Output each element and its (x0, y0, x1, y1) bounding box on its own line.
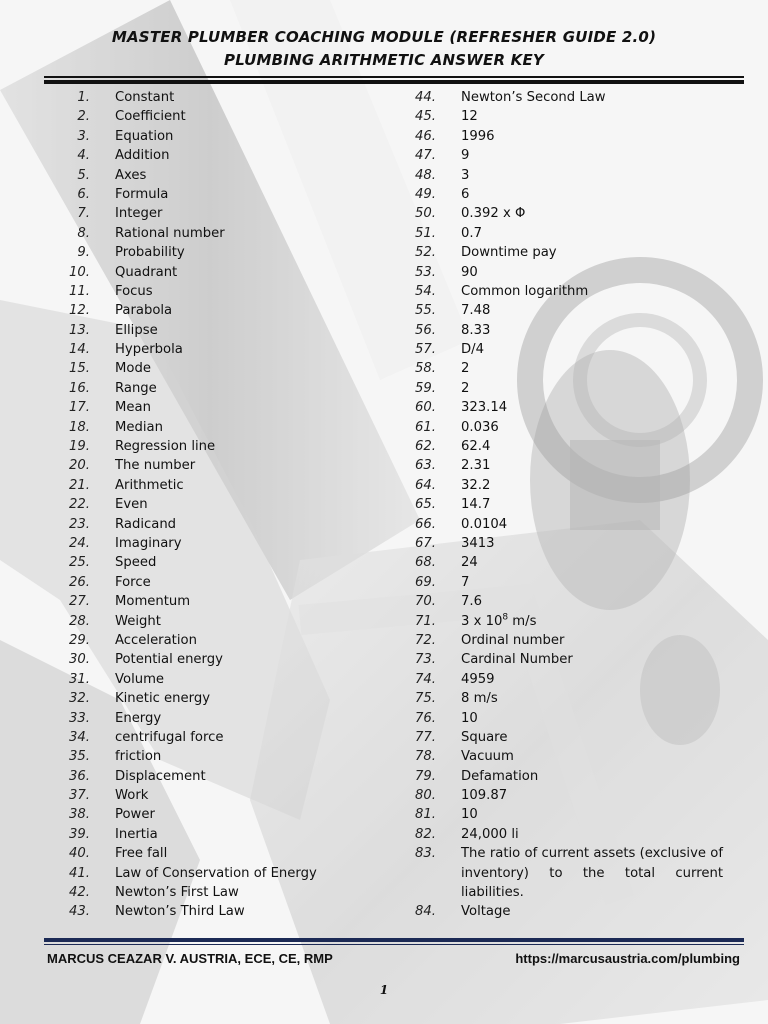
answer-number: 13. (69, 322, 90, 338)
answer-item (398, 263, 723, 282)
answer-item (398, 398, 723, 417)
answer-number: 7. (77, 206, 90, 222)
answer-text: 24 (461, 555, 478, 571)
answer-text: 90 (461, 264, 478, 280)
answer-number: 17. (69, 400, 90, 416)
answer-text: Momentum (115, 594, 191, 610)
answer-text: Rational number (115, 225, 225, 241)
answer-number: 3. (77, 128, 90, 144)
answer-item (398, 166, 723, 185)
answer-number: 40. (69, 846, 90, 862)
answer-item (398, 321, 723, 340)
page-number: 1 (379, 983, 389, 997)
answer-number: 36. (69, 768, 90, 784)
answer-text: 0.7 (461, 225, 482, 241)
answer-number: 56. (415, 322, 436, 338)
answer-number: 45. (415, 109, 436, 125)
answer-text: Kinetic energy (115, 691, 211, 707)
answer-text: The ratio of current assets (exclusive of inventory) to the total current liabilities. (461, 846, 723, 901)
answer-number: 84. (415, 904, 436, 920)
answer-item (398, 146, 723, 165)
answer-text: 2 (461, 380, 470, 396)
answer-text: Newton’s Third Law (115, 904, 245, 920)
footer-url: https://marcusaustria.com/plumbing (515, 951, 740, 966)
answer-text: 323.14 (461, 400, 508, 416)
answer-text: Ellipse (115, 322, 158, 338)
answer-number: 81. (415, 807, 436, 823)
answer-item (44, 263, 384, 282)
answer-item (44, 476, 384, 495)
answer-item (44, 166, 384, 185)
answer-text: 7 (461, 574, 470, 590)
answer-text: Hyperbola (115, 342, 183, 358)
answer-item (44, 553, 384, 572)
answer-text: Median (115, 419, 163, 435)
answer-item (398, 88, 723, 107)
answer-text: 2.31 (461, 458, 491, 474)
answer-number: 35. (69, 749, 90, 765)
answer-text: Even (115, 497, 148, 513)
answer-text: Axes (115, 167, 147, 183)
answer-item (44, 146, 384, 165)
answer-number: 9. (77, 245, 90, 261)
answer-number: 28. (69, 613, 90, 629)
answer-item (398, 301, 723, 320)
answer-number: 42. (69, 885, 90, 901)
answer-text: Cardinal Number (461, 652, 573, 668)
answer-item (44, 747, 384, 766)
answer-item (44, 767, 384, 786)
answer-text: 8 m/s (461, 691, 498, 707)
answer-number: 62. (415, 439, 436, 455)
answer-text (461, 612, 723, 631)
answer-text: Work (115, 788, 149, 804)
answer-text: Integer (115, 206, 163, 222)
answer-text-unit: m/s (508, 613, 537, 629)
answer-item (398, 476, 723, 495)
answer-item (44, 670, 384, 689)
answer-text: Mode (115, 361, 151, 377)
answer-number: 76. (415, 710, 436, 726)
answer-text: Radicand (115, 516, 177, 532)
answer-number: 51. (415, 225, 436, 241)
answer-item (44, 883, 384, 902)
answer-number: 38. (69, 807, 90, 823)
answer-text: Volume (115, 671, 165, 687)
answer-item (44, 902, 384, 921)
answer-item (398, 805, 723, 824)
answer-number: 15. (69, 361, 90, 377)
answer-item (44, 321, 384, 340)
answer-text: 10 (461, 807, 478, 823)
answer-text: 3413 (461, 535, 495, 551)
answer-number: 52. (415, 245, 436, 261)
answer-text: 7.48 (461, 303, 491, 319)
answer-item (44, 864, 384, 883)
answer-number: 72. (415, 632, 436, 648)
answer-text: 0.0104 (461, 516, 508, 532)
answer-text: Law of Conservation of Energy (115, 865, 317, 881)
answer-number: 14. (69, 342, 90, 358)
answer-text: Defamation (461, 768, 539, 784)
answer-item (44, 185, 384, 204)
answer-number: 4. (77, 148, 90, 164)
footer-rule-thick (44, 938, 744, 942)
answer-text: Weight (115, 613, 161, 629)
answer-number: 24. (69, 535, 90, 551)
answer-text: 6 (461, 186, 470, 202)
answer-text: Force (115, 574, 151, 590)
answer-item (44, 709, 384, 728)
answer-text: 24,000 li (461, 826, 519, 842)
answer-number: 78. (415, 749, 436, 765)
answer-number: 27. (69, 594, 90, 610)
answer-number: 19. (69, 439, 90, 455)
answer-number: 10. (69, 264, 90, 280)
answer-number: 74. (415, 671, 436, 687)
answer-number: 18. (69, 419, 90, 435)
answer-number: 64. (415, 477, 436, 493)
answer-text: 2 (461, 361, 470, 377)
answer-item (44, 825, 384, 844)
answer-text: friction (115, 749, 162, 765)
answer-text: Formula (115, 186, 169, 202)
answer-item (44, 631, 384, 650)
answer-item (44, 534, 384, 553)
answers-column-left (44, 88, 384, 922)
answer-number: 11. (69, 283, 90, 299)
answer-number: 54. (415, 283, 436, 299)
answer-item (44, 689, 384, 708)
answer-number: 49. (415, 186, 436, 202)
answer-item (398, 127, 723, 146)
answer-item (398, 379, 723, 398)
answer-number: 61. (415, 419, 436, 435)
answer-text: 109.87 (461, 788, 508, 804)
answer-number: 16. (69, 380, 90, 396)
answer-item (44, 728, 384, 747)
answer-item (398, 359, 723, 378)
footer-rule-thin (44, 944, 744, 945)
answer-item (398, 689, 723, 708)
answer-text: Energy (115, 710, 162, 726)
answer-item (398, 495, 723, 514)
answer-text: centrifugal force (115, 729, 224, 745)
answer-number: 58. (415, 361, 436, 377)
answer-item (398, 418, 723, 437)
answer-item (398, 612, 723, 631)
answer-item (398, 534, 723, 553)
answers-column-right (398, 88, 723, 922)
answer-text: Constant (115, 90, 175, 105)
answer-item (398, 282, 723, 301)
answer-item (398, 456, 723, 475)
answer-item (398, 650, 723, 669)
answer-text: Coefficient (115, 109, 186, 125)
answer-item (398, 902, 723, 921)
answer-number: 53. (415, 264, 436, 280)
answer-text: Acceleration (115, 632, 197, 648)
answer-text: Range (115, 380, 157, 396)
answer-number: 8. (77, 225, 90, 241)
answer-number: 68. (415, 555, 436, 571)
answer-number: 67. (415, 535, 436, 551)
answer-text-base: 3 x 10 (461, 613, 503, 629)
answer-text: 12 (461, 109, 478, 125)
answer-item (398, 709, 723, 728)
answer-text: Displacement (115, 768, 206, 784)
answer-item (398, 728, 723, 747)
answer-item (44, 204, 384, 223)
answer-number: 5. (77, 167, 90, 183)
answer-number: 77. (415, 729, 436, 745)
answer-item (44, 786, 384, 805)
answer-text: The number (115, 458, 196, 474)
answer-text: 32.2 (461, 477, 491, 493)
answer-number: 60. (415, 400, 436, 416)
answer-item (44, 88, 384, 107)
answer-number: 2. (77, 109, 90, 125)
answer-number: 57. (415, 342, 436, 358)
answer-text: 0.392 x Φ (461, 206, 526, 222)
answer-number: 6. (77, 186, 90, 202)
answer-text: 1996 (461, 128, 495, 144)
answer-text-exponent: 8 (502, 612, 509, 623)
answer-item (44, 495, 384, 514)
answer-text: Newton’s First Law (115, 885, 239, 901)
answer-text: Speed (115, 555, 157, 571)
answer-item (44, 650, 384, 669)
answer-number: 55. (415, 303, 436, 319)
answer-item (44, 107, 384, 126)
answer-text: 4959 (461, 671, 495, 687)
answer-item (44, 437, 384, 456)
answer-number: 20. (69, 458, 90, 474)
answer-item (398, 767, 723, 786)
answer-number: 39. (69, 826, 90, 842)
answer-item (44, 243, 384, 262)
answer-text: 8.33 (461, 322, 491, 338)
answer-item (44, 515, 384, 534)
answer-item (44, 340, 384, 359)
answer-number: 44. (415, 90, 436, 105)
answer-text: 7.6 (461, 594, 482, 610)
answer-number: 66. (415, 516, 436, 532)
header-rule-thin (44, 76, 744, 78)
answer-text: Quadrant (115, 264, 178, 280)
answer-number: 33. (69, 710, 90, 726)
answer-number: 29. (69, 632, 90, 648)
answer-item (398, 825, 723, 844)
answer-text: Free fall (115, 846, 168, 862)
answer-item (44, 224, 384, 243)
answer-item (398, 592, 723, 611)
answer-number: 32. (69, 691, 90, 707)
answer-text: Ordinal number (461, 632, 565, 648)
answer-text: Downtime pay (461, 245, 557, 261)
answer-item (44, 301, 384, 320)
header-rule-thick (44, 80, 744, 84)
answer-number: 43. (69, 904, 90, 920)
answer-number: 63. (415, 458, 436, 474)
answer-text: Voltage (461, 904, 511, 920)
answer-number: 79. (415, 768, 436, 784)
answer-number: 34. (69, 729, 90, 745)
answer-number: 12. (69, 303, 90, 319)
answer-number: 1. (77, 90, 90, 105)
answer-number: 70. (415, 594, 436, 610)
answer-text: 10 (461, 710, 478, 726)
answer-number: 25. (69, 555, 90, 571)
answer-number: 31. (69, 671, 90, 687)
answer-number: 80. (415, 788, 436, 804)
answer-item (398, 573, 723, 592)
answer-item (44, 359, 384, 378)
answer-item (398, 786, 723, 805)
answer-item (398, 553, 723, 572)
answer-text: 62.4 (461, 439, 491, 455)
answer-number: 50. (415, 206, 436, 222)
answer-item (398, 185, 723, 204)
document-title-line-1: MASTER PLUMBER COACHING MODULE (REFRESHER GUIDE 2.0) (111, 28, 657, 46)
answer-item (398, 340, 723, 359)
answer-text: Power (115, 807, 155, 823)
answer-text: D/4 (461, 342, 484, 358)
answer-item (398, 631, 723, 650)
answer-text: 0.036 (461, 419, 499, 435)
answer-text: Probability (115, 245, 185, 261)
document-title-line-2: PLUMBING ARITHMETIC ANSWER KEY (224, 51, 544, 69)
answer-number: 65. (415, 497, 436, 513)
answer-text: Regression line (115, 439, 216, 455)
answer-number: 47. (415, 148, 436, 164)
answer-number: 30. (69, 652, 90, 668)
answer-number: 48. (415, 167, 436, 183)
answer-text: 3 (461, 167, 470, 183)
answer-text: Equation (115, 128, 174, 144)
answer-text: Vacuum (461, 749, 514, 765)
answer-item (398, 747, 723, 766)
answer-text: Imaginary (115, 535, 182, 551)
answer-number: 69. (415, 574, 436, 590)
answer-text: Parabola (115, 303, 173, 319)
answer-item (44, 127, 384, 146)
answer-text: Newton’s Second Law (461, 90, 606, 105)
answer-item (44, 805, 384, 824)
answer-item (398, 515, 723, 534)
answer-item (44, 456, 384, 475)
answer-number: 41. (69, 865, 90, 881)
answer-text: Addition (115, 148, 170, 164)
answer-item (44, 612, 384, 631)
answer-item (44, 398, 384, 417)
answer-item (398, 204, 723, 223)
answer-number: 26. (69, 574, 90, 590)
answer-number: 37. (69, 788, 90, 804)
answer-item (44, 592, 384, 611)
answer-number: 59. (415, 380, 436, 396)
answer-number: 75. (415, 691, 436, 707)
answer-text: 9 (461, 148, 470, 164)
answer-number: 73. (415, 652, 436, 668)
answer-item (398, 844, 723, 902)
answer-text: Focus (115, 283, 153, 299)
answer-item (44, 844, 384, 863)
answer-text: Potential energy (115, 652, 223, 668)
answer-text: Common logarithm (461, 283, 589, 299)
answer-number: 23. (69, 516, 90, 532)
answer-item (398, 243, 723, 262)
answer-text: Arithmetic (115, 477, 184, 493)
answer-number: 22. (69, 497, 90, 513)
answer-item (44, 573, 384, 592)
answer-number: 71. (415, 613, 436, 629)
answer-item (44, 282, 384, 301)
answer-item (44, 418, 384, 437)
answer-item (398, 437, 723, 456)
footer-author: MARCUS CEAZAR V. AUSTRIA, ECE, CE, RMP (47, 951, 333, 966)
answer-item (398, 670, 723, 689)
answer-text: 14.7 (461, 497, 491, 513)
answer-item (44, 379, 384, 398)
answer-number: 46. (415, 128, 436, 144)
answer-text: Square (461, 729, 508, 745)
answer-item (398, 107, 723, 126)
answer-text: Mean (115, 400, 151, 416)
answer-text: Inertia (115, 826, 158, 842)
answer-number: 83. (415, 846, 436, 862)
answer-number: 82. (415, 826, 436, 842)
answer-item (398, 224, 723, 243)
answer-number: 21. (69, 477, 90, 493)
